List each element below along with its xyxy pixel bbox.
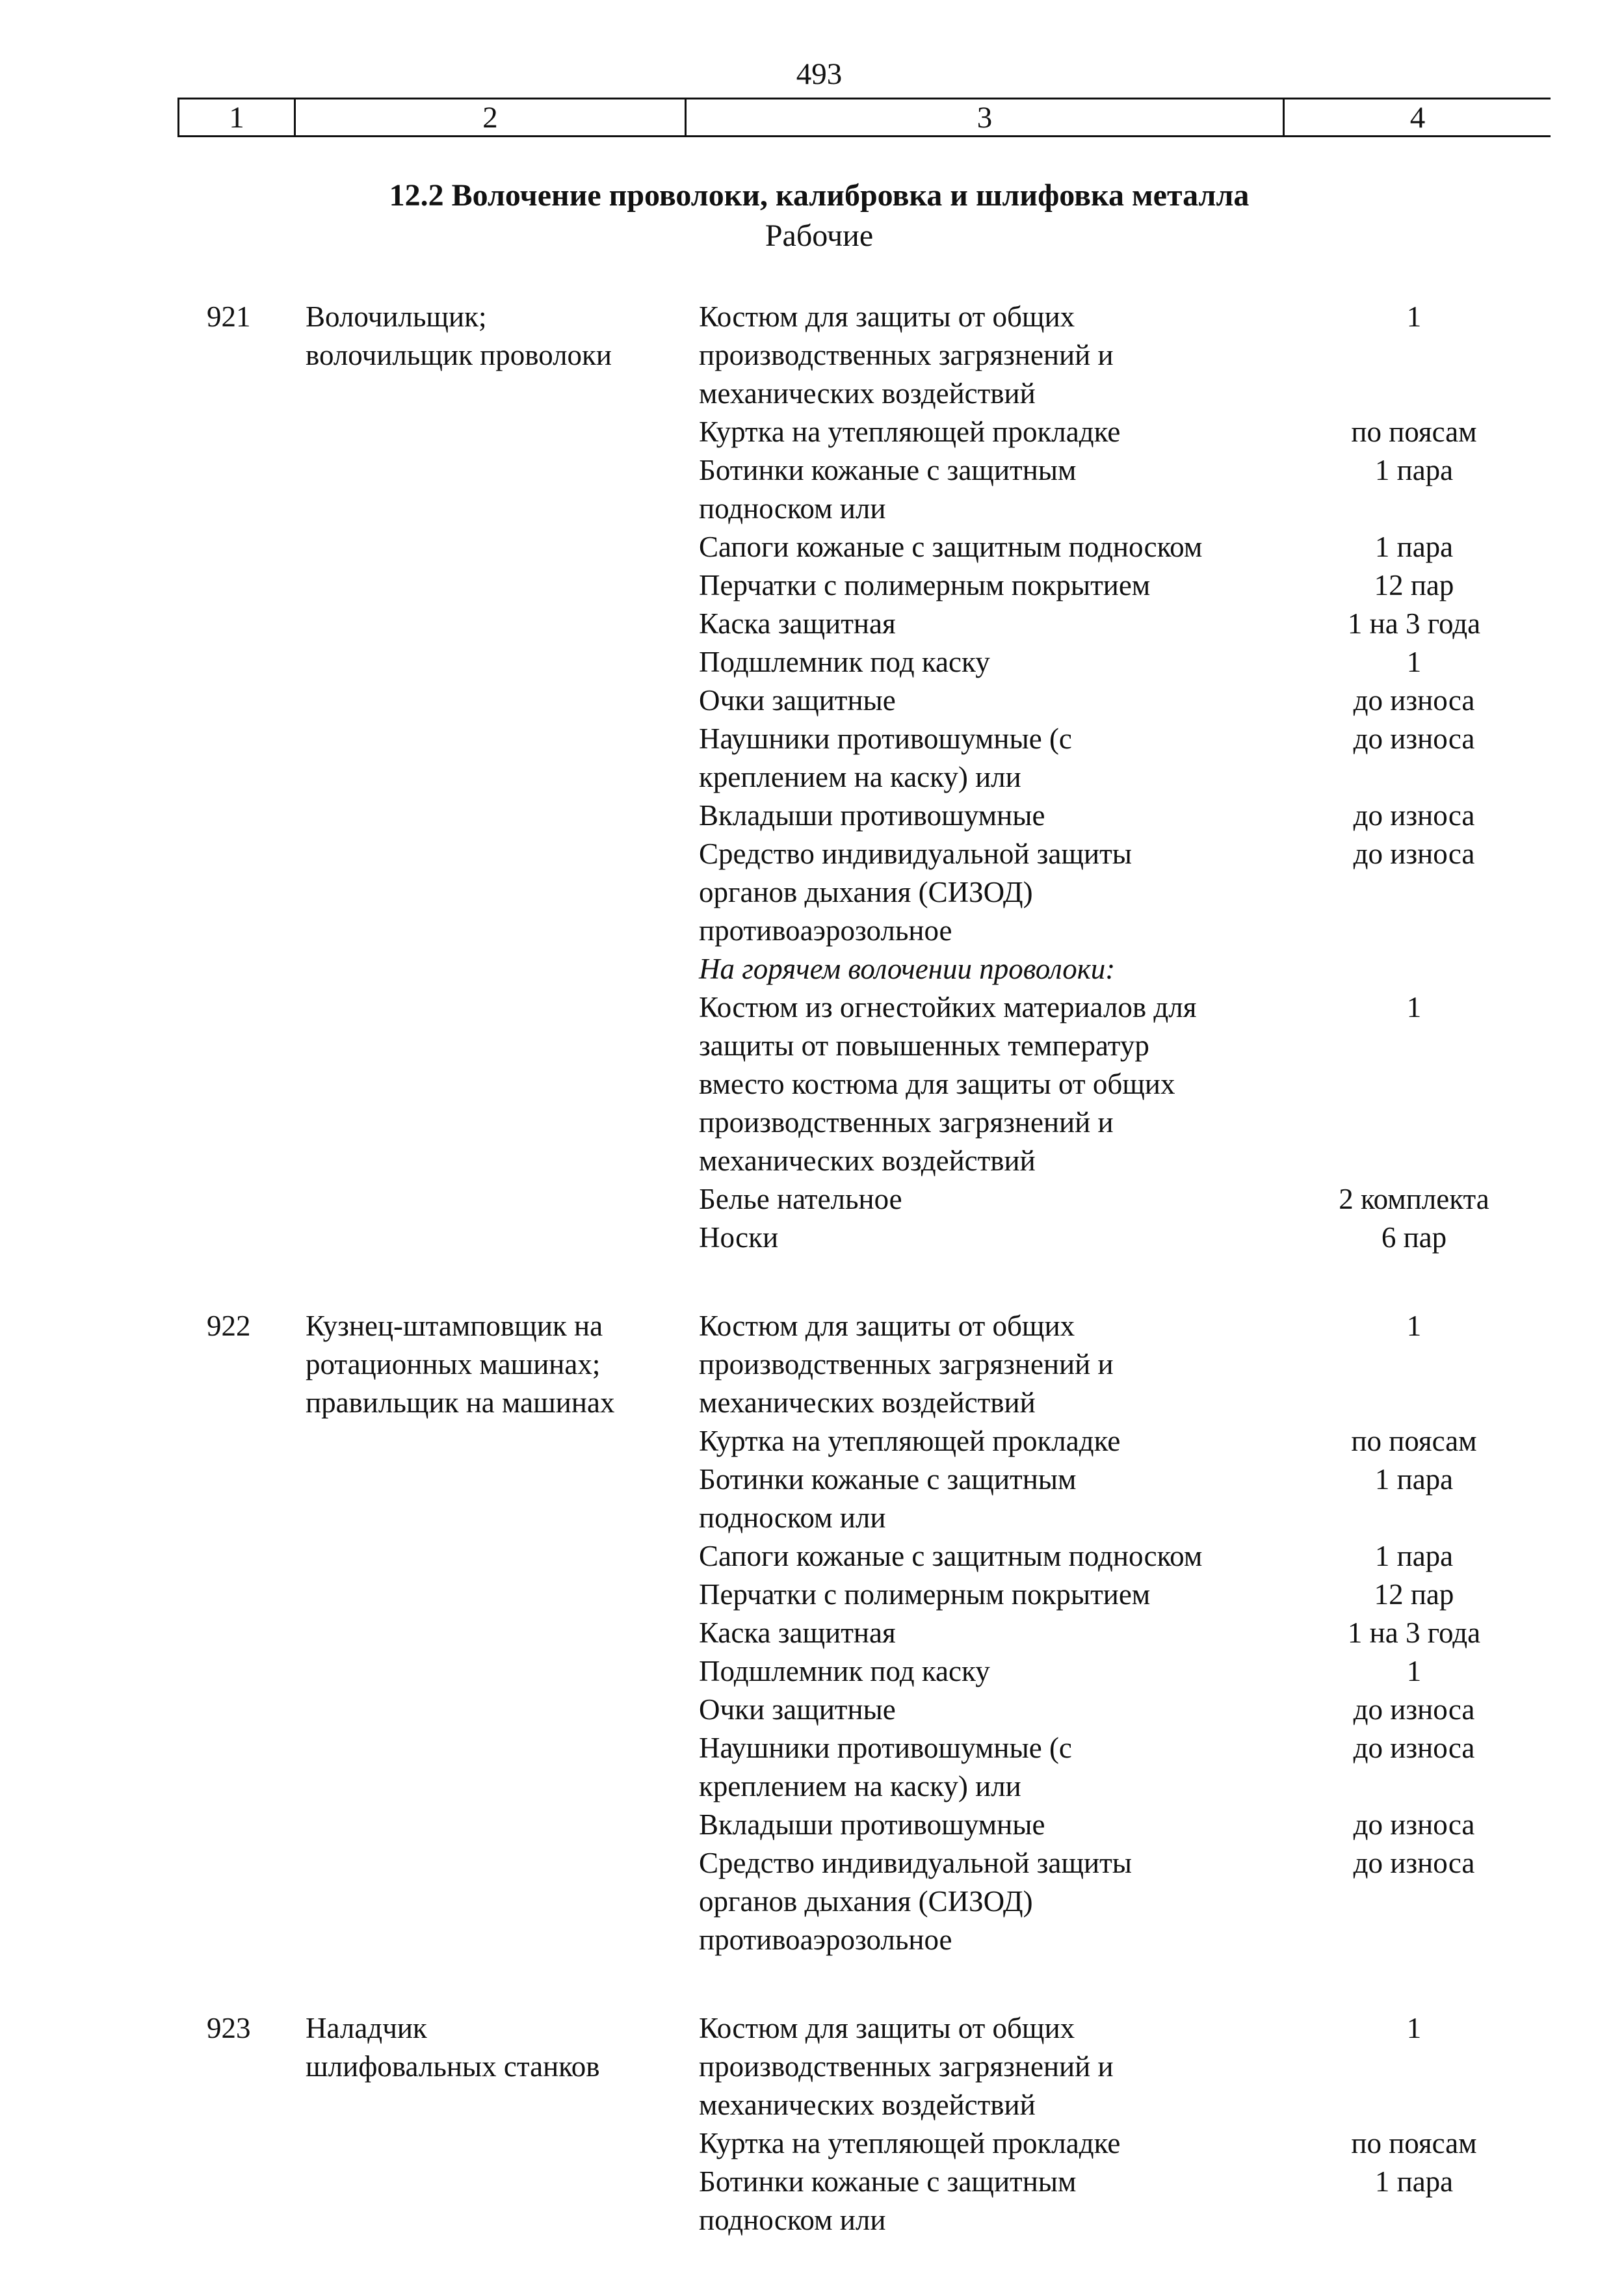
- ppe-item-line: Костюм для защиты от общих: [699, 1310, 1075, 1342]
- ppe-item-name: [699, 413, 1310, 451]
- ppe-item: [699, 1844, 1544, 1959]
- ppe-item: [699, 1806, 1544, 1844]
- ppe-item-line: вместо костюма для защиты от общих: [699, 1068, 1175, 1100]
- ppe-item-quantity: до износа: [1353, 684, 1475, 717]
- ppe-item-name: [699, 1219, 1310, 1257]
- ppe-item-line: Наушники противошумные (с: [699, 722, 1072, 755]
- ppe-item-quantity: [1310, 950, 1518, 988]
- ppe-item-line: креплением на каску) или: [699, 1770, 1021, 1802]
- profession-line: волочильщик проволоки: [306, 339, 612, 371]
- profession-line: Волочильщик;: [306, 300, 487, 333]
- ppe-item-line: Средство индивидуальной защиты: [699, 1847, 1133, 1879]
- ppe-item-line: Ботинки кожаные с защитным: [699, 1463, 1077, 1496]
- ppe-item: [699, 643, 1544, 681]
- ppe-items-list: [699, 1307, 1544, 1959]
- ppe-item: [699, 451, 1544, 528]
- profession-line: Наладчик: [306, 2012, 427, 2044]
- profession-name: [306, 1307, 676, 1422]
- ppe-item-quantity: до износа: [1353, 1808, 1475, 1841]
- ppe-item-quantity: до износа: [1353, 1732, 1475, 1764]
- ppe-item: [699, 988, 1544, 1180]
- ppe-item-line: механических воздействий: [699, 1144, 1036, 1177]
- ppe-item-name: [699, 1576, 1310, 1614]
- ppe-item-line: производственных загрязнений и: [699, 1348, 1114, 1380]
- profession-line: Кузнец-штамповщик на: [306, 1310, 603, 1342]
- ppe-item-line: Подшлемник под каску: [699, 1655, 990, 1687]
- ppe-item-line: Вкладыши противошумные: [699, 1808, 1045, 1841]
- ppe-item-name: [699, 528, 1310, 566]
- ppe-item-quantity: 1: [1406, 646, 1422, 678]
- ppe-item-name: [699, 2163, 1310, 2239]
- ppe-item-quantity: 1 на 3 года: [1347, 1616, 1481, 1649]
- ppe-item-quantity: до износа: [1353, 1693, 1475, 1726]
- ppe-item-quantity: 1: [1406, 1655, 1422, 1687]
- ppe-item-name: [699, 2009, 1310, 2124]
- ppe-item-quantity: 1 пара: [1374, 1540, 1454, 1572]
- ppe-item-quantity: до износа: [1353, 722, 1475, 755]
- ppe-item-name: [699, 988, 1310, 1180]
- ppe-item-name: [699, 1614, 1310, 1652]
- ppe-item-line: Носки: [699, 1221, 779, 1254]
- ppe-item-quantity: по поясам: [1351, 416, 1477, 448]
- ppe-item-line: Сапоги кожаные с защитным подноском: [699, 531, 1203, 563]
- ppe-item-line: Ботинки кожаные с защитным: [699, 454, 1077, 486]
- ppe-item-quantity: 1: [1406, 2012, 1422, 2044]
- ppe-item: [699, 1460, 1544, 1537]
- ppe-item: [699, 1614, 1544, 1652]
- ppe-item-name: [699, 1729, 1310, 1806]
- ppe-item: [699, 566, 1544, 605]
- section-title: 12.2 Волочение проволоки, калибровка и шлифовка металла: [389, 178, 1250, 213]
- ppe-item-line: Очки защитные: [699, 1693, 896, 1726]
- ppe-item: [699, 605, 1544, 643]
- ppe-condition-note: [699, 950, 1310, 988]
- profession-line: ротационных машинах;: [306, 1348, 601, 1380]
- ppe-item: [699, 1180, 1544, 1219]
- ppe-item: [699, 1576, 1544, 1614]
- profession-name: [306, 298, 676, 375]
- ppe-item-line: подноском или: [699, 1501, 886, 1534]
- ppe-item-name: [699, 1180, 1310, 1219]
- ppe-item-line: Каска защитная: [699, 607, 896, 640]
- ppe-item-name: [699, 1537, 1310, 1576]
- ppe-item: [699, 2009, 1544, 2124]
- ppe-item-quantity: 12 пар: [1374, 1578, 1454, 1611]
- ppe-item: [699, 720, 1544, 797]
- ppe-item-line: подноском или: [699, 2204, 886, 2236]
- ppe-item-quantity: 1 пара: [1374, 531, 1454, 563]
- entry-number: 922: [207, 1310, 251, 1342]
- ppe-item-name: [699, 797, 1310, 835]
- ppe-item-quantity: 1: [1406, 1310, 1422, 1342]
- ppe-item-quantity: по поясам: [1351, 2127, 1477, 2159]
- ppe-item-name: [699, 1844, 1310, 1959]
- ppe-item-name: [699, 451, 1310, 528]
- ppe-item: [699, 681, 1544, 720]
- ppe-item: [699, 950, 1544, 988]
- page-number: 493: [796, 57, 843, 91]
- ppe-item: [699, 835, 1544, 950]
- ppe-item-line: противоаэрозольное: [699, 1923, 952, 1956]
- ppe-item-quantity: до износа: [1353, 838, 1475, 870]
- section-subtitle: Рабочие: [765, 218, 874, 253]
- ppe-item-name: [699, 720, 1310, 797]
- ppe-items-list: [699, 298, 1544, 1257]
- ppe-item-quantity: 1: [1406, 991, 1422, 1023]
- ppe-item: [699, 298, 1544, 413]
- ppe-item-quantity: 1 пара: [1374, 454, 1454, 486]
- ppe-item: [699, 1219, 1544, 1257]
- ppe-item-line: механических воздействий: [699, 1386, 1036, 1419]
- ppe-item-line: На горячем волочении проволоки:: [699, 953, 1116, 985]
- ppe-item-name: [699, 835, 1310, 950]
- ppe-item-name: [699, 1806, 1310, 1844]
- profession-line: правильщик на машинах: [306, 1386, 615, 1419]
- ppe-item-quantity: 12 пар: [1374, 569, 1454, 601]
- ppe-item-name: [699, 1652, 1310, 1691]
- ppe-item-line: Перчатки с полимерным покрытием: [699, 1578, 1151, 1611]
- ppe-item-line: производственных загрязнений и: [699, 2050, 1114, 2083]
- ppe-item-name: [699, 1307, 1310, 1422]
- ppe-item: [699, 528, 1544, 566]
- ppe-item: [699, 1691, 1544, 1729]
- ppe-item-name: [699, 566, 1310, 605]
- ppe-item-quantity: 2 комплекта: [1339, 1183, 1489, 1215]
- ppe-item-quantity: 1 пара: [1374, 2165, 1454, 2198]
- ppe-item-name: [699, 1460, 1310, 1537]
- ppe-item-name: [699, 1422, 1310, 1460]
- entry-number: 923: [207, 2012, 251, 2044]
- ppe-item-line: производственных загрязнений и: [699, 339, 1114, 371]
- ppe-item-name: [699, 2124, 1310, 2163]
- ppe-item-name: [699, 605, 1310, 643]
- ppe-item: [699, 1422, 1544, 1460]
- ppe-item: [699, 797, 1544, 835]
- ppe-item: [699, 1537, 1544, 1576]
- ppe-item-line: Средство индивидуальной защиты: [699, 838, 1133, 870]
- ppe-item-name: [699, 1691, 1310, 1729]
- ppe-item-line: креплением на каску) или: [699, 761, 1021, 793]
- ppe-item-quantity: до износа: [1353, 799, 1475, 832]
- ppe-item-line: Подшлемник под каску: [699, 646, 990, 678]
- ppe-item-line: механических воздействий: [699, 377, 1036, 410]
- ppe-item-line: Костюм для защиты от общих: [699, 2012, 1075, 2044]
- profession-name: [306, 2009, 676, 2086]
- ppe-item-line: Наушники противошумные (с: [699, 1732, 1072, 1764]
- ppe-item-name: [699, 643, 1310, 681]
- ppe-item-line: Сапоги кожаные с защитным подноском: [699, 1540, 1203, 1572]
- column-header-4: 4: [1283, 99, 1551, 135]
- ppe-item-quantity: до износа: [1353, 1847, 1475, 1879]
- ppe-item-line: Костюм для защиты от общих: [699, 300, 1075, 333]
- ppe-item: [699, 2163, 1544, 2239]
- column-header-2: 2: [294, 99, 685, 135]
- ppe-item-line: Вкладыши противошумные: [699, 799, 1045, 832]
- ppe-item: [699, 413, 1544, 451]
- ppe-item-line: Костюм из огнестойких материалов для: [699, 991, 1197, 1023]
- ppe-item-line: Очки защитные: [699, 684, 896, 717]
- ppe-item-line: Куртка на утепляющей прокладке: [699, 416, 1121, 448]
- ppe-item-line: Ботинки кожаные с защитным: [699, 2165, 1077, 2198]
- ppe-item: [699, 1652, 1544, 1691]
- ppe-item-line: органов дыхания (СИЗОД): [699, 876, 1033, 908]
- ppe-item-name: [699, 298, 1310, 413]
- ppe-item-quantity: 1 пара: [1374, 1463, 1454, 1496]
- ppe-item: [699, 1307, 1544, 1422]
- column-header-row: [177, 98, 1551, 137]
- ppe-item-line: Куртка на утепляющей прокладке: [699, 2127, 1121, 2159]
- ppe-item-line: подноском или: [699, 492, 886, 525]
- ppe-item-quantity: 1 на 3 года: [1347, 607, 1481, 640]
- ppe-item-line: Каска защитная: [699, 1616, 896, 1649]
- ppe-item-line: противоаэрозольное: [699, 914, 952, 947]
- ppe-item-line: Белье нательное: [699, 1183, 902, 1215]
- ppe-item-line: защиты от повышенных температур: [699, 1029, 1149, 1062]
- ppe-item-line: механических воздействий: [699, 2089, 1036, 2121]
- ppe-item-line: Перчатки с полимерным покрытием: [699, 569, 1151, 601]
- entry-number: 921: [207, 300, 251, 333]
- ppe-item-line: Куртка на утепляющей прокладке: [699, 1425, 1121, 1457]
- profession-line: шлифовальных станков: [306, 2050, 600, 2083]
- column-header-3: 3: [685, 99, 1283, 135]
- column-header-1: 1: [177, 99, 294, 135]
- ppe-item-quantity: 1: [1406, 300, 1422, 333]
- ppe-items-list: [699, 2009, 1544, 2239]
- ppe-item-line: органов дыхания (СИЗОД): [699, 1885, 1033, 1918]
- ppe-item-quantity: по поясам: [1351, 1425, 1477, 1457]
- ppe-item: [699, 1729, 1544, 1806]
- ppe-item-line: производственных загрязнений и: [699, 1106, 1114, 1139]
- ppe-item-name: [699, 681, 1310, 720]
- ppe-item: [699, 2124, 1544, 2163]
- ppe-item-quantity: 6 пар: [1381, 1221, 1447, 1254]
